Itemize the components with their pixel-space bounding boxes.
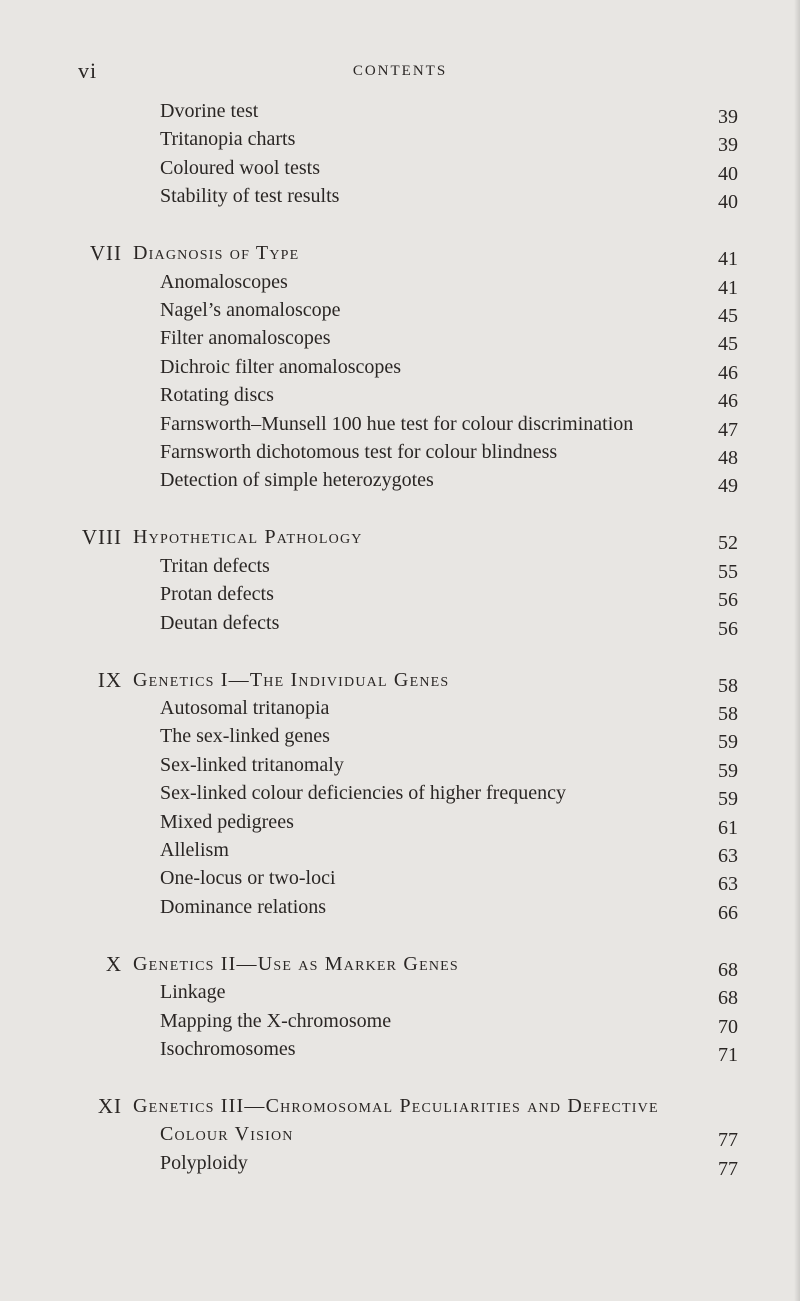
chapter-page: 77 <box>718 1129 738 1152</box>
toc-entry-title: Dichroic filter anomaloscopes <box>160 355 402 378</box>
toc-entry-title: Mixed pedigrees <box>160 810 294 833</box>
toc-entry-page: 68 <box>718 987 738 1010</box>
toc-entry-title: Stability of test results <box>160 185 340 208</box>
toc-entry-page: 46 <box>718 361 738 384</box>
chapter-page: 68 <box>718 958 738 981</box>
toc-entry-page: 56 <box>718 617 738 640</box>
toc-entry-title: Tritan defects <box>160 554 270 577</box>
chapter-title: Genetics I—The Individual Genes <box>133 668 450 691</box>
toc-entry-title: Coloured wool tests <box>160 156 320 179</box>
running-head: CONTENTS <box>352 63 448 79</box>
chapter-title: Genetics II—Use as Marker Genes <box>133 952 459 975</box>
toc-entry-page: 63 <box>718 845 738 867</box>
toc-entry-page: 41 <box>718 276 738 299</box>
toc-entry-page: 58 <box>718 703 738 725</box>
toc-entry-page: 59 <box>718 731 738 754</box>
toc-entry-title: Deutan defects <box>160 611 280 634</box>
toc-entry-title: Detection of simple heterozygotes <box>160 469 434 492</box>
toc-entry-page: 40 <box>718 162 738 185</box>
toc-entry-title: Filter anomaloscopes <box>160 327 331 350</box>
toc-entry-title: Allelism <box>160 839 229 861</box>
toc-entry-title: Autosomal tritanopia <box>160 697 330 719</box>
toc-entry-page: 47 <box>718 418 738 441</box>
toc-entry-title: Farnsworth dichotomous test for colour blindness <box>160 441 558 463</box>
toc-entry-page: 77 <box>718 1157 738 1180</box>
toc-entry-page: 48 <box>718 447 738 469</box>
chapter-title: Genetics III—Chromosomal Peculiarities and Defective <box>133 1095 659 1117</box>
chapter-number: IX <box>97 667 122 692</box>
toc-entry-title: One-locus or two-loci <box>160 867 336 890</box>
chapter-page: 58 <box>718 674 738 697</box>
toc-entry-page: 66 <box>718 901 738 924</box>
toc-entry-page: 70 <box>718 1015 738 1038</box>
toc-entry-page: 59 <box>718 788 738 811</box>
toc-entry-title: Sex-linked colour deficiencies of higher frequency <box>160 782 566 805</box>
toc-entry-page: 40 <box>718 191 738 214</box>
toc-entry-page: 45 <box>718 305 738 327</box>
toc-entry-title: Nagel’s anomaloscope <box>160 299 341 321</box>
toc-entry-title: The sex-linked genes <box>160 725 330 748</box>
chapter-number: VII <box>89 241 122 266</box>
toc-entry-page: 59 <box>718 759 738 782</box>
toc-entry-title: Dominance relations <box>160 895 327 918</box>
toc-entry-page: 39 <box>718 134 738 157</box>
chapter-number: XI <box>97 1094 122 1118</box>
toc-entry-page: 63 <box>718 873 738 896</box>
toc-entry-page: 61 <box>718 816 738 839</box>
toc-entry-title: Isochromosomes <box>160 1038 296 1060</box>
toc-entry-title: Protan defects <box>160 583 274 606</box>
toc-entry-title: Rotating discs <box>160 384 274 407</box>
toc-entry-page: 45 <box>718 333 738 356</box>
toc-entry-title: Linkage <box>160 981 226 1004</box>
toc-entry-title: Farnsworth–Munsell 100 hue test for colour discrimination <box>160 412 634 435</box>
page-folio: vi <box>78 58 98 83</box>
toc-entry-page: 55 <box>718 560 738 583</box>
chapter-number: X <box>105 951 122 976</box>
toc-entry-page: 46 <box>718 390 738 413</box>
chapter-title: Hypothetical Pathology <box>133 526 363 549</box>
toc-entry-title: Dvorine test <box>160 100 259 122</box>
toc-entry-title: Tritanopia charts <box>160 128 296 151</box>
toc-entry-title: Anomaloscopes <box>160 270 288 293</box>
toc-entry-page: 49 <box>718 475 738 498</box>
toc-entry-page: 56 <box>718 589 738 612</box>
chapter-page: 41 <box>718 248 738 271</box>
toc-entry-title: Polyploidy <box>160 1151 248 1174</box>
toc-entry-page: 71 <box>718 1044 738 1066</box>
chapter-title-continued: Colour Vision <box>160 1123 294 1146</box>
toc-entry-title: Sex-linked tritanomaly <box>160 753 344 776</box>
chapter-page: 52 <box>718 532 738 555</box>
toc-entry-title: Mapping the X-chromosome <box>160 1009 392 1032</box>
chapter-number: VIII <box>81 525 122 550</box>
toc-entry-page: 39 <box>718 106 738 128</box>
chapter-title: Diagnosis of Type <box>133 242 300 265</box>
